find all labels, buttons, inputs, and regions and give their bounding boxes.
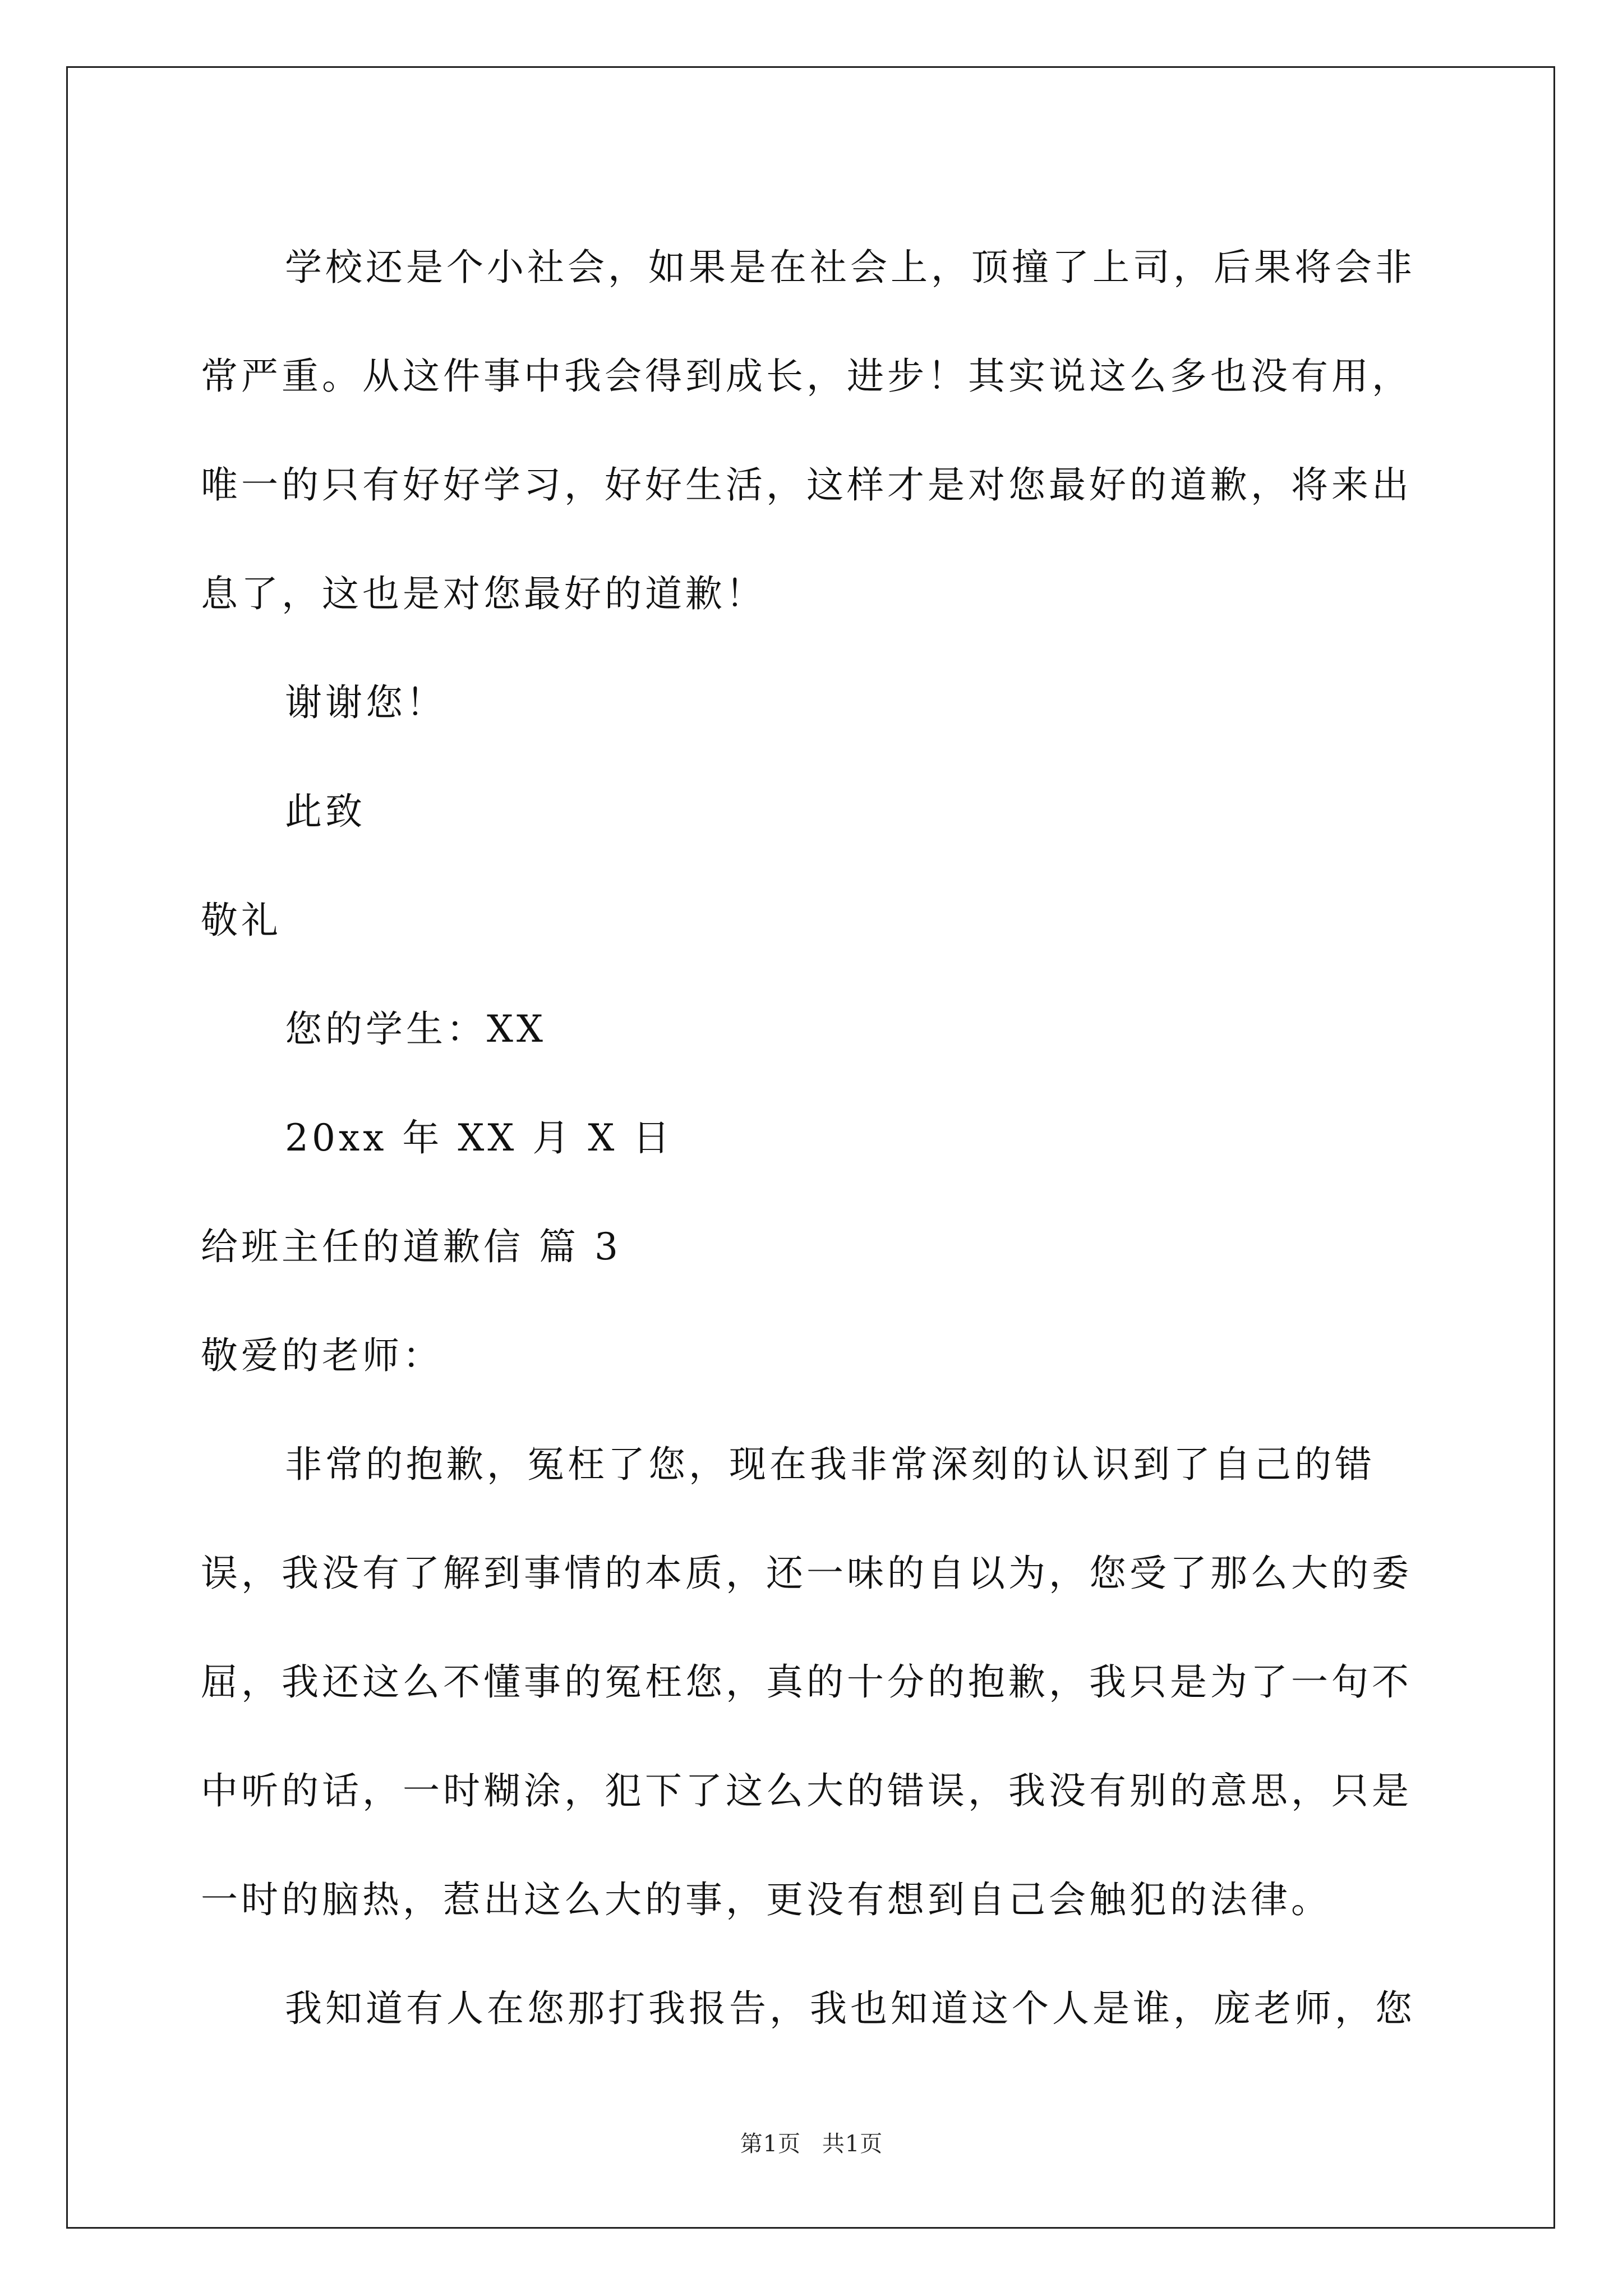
date-line: 20xx 年 XX 月 X 日 <box>285 1116 674 1159</box>
salutation-line: 敬礼 <box>201 899 282 942</box>
paragraph-2: 非常的抱歉，冤枉了您，现在我非常深刻的认识到了自己的错误，我没有了解到事情的本质，还一味的自以为，您受了那么大的委屈，我还这么不懂事的冤枉您，真的十分的抱歉，我只是为了一句不中听的话，一时糊涂，犯下了这么大的错误，我没有别的意思，只是一时的脑热，惹出这么大的事，更没有想到自己会触犯的法律。 <box>201 1443 1412 1921</box>
signature-line: 您的学生：XX <box>285 1007 546 1051</box>
page-footer <box>0 2126 1623 2158</box>
greeting-line: 敬爱的老师： <box>201 1334 443 1377</box>
page-current: 第1页 <box>740 2131 801 2157</box>
page-total: 共1页 <box>822 2131 883 2157</box>
thanks-line: 谢谢您！ <box>285 681 446 724</box>
document-body <box>201 213 1446 2063</box>
paragraph-3: 我知道有人在您那打我报告，我也知道这个人是谁，庞老师，您 <box>285 1987 1415 2030</box>
paragraph-1: 学校还是个小社会，如果是在社会上，顶撞了上司，后果将会非常严重。从这件事中我会得到成长，进步！其实说这么多也没有用，唯一的只有好好学习，好好生活，这样才是对您最好的道歉，将来出息了，这也是对您最好的道歉！ <box>201 246 1415 615</box>
section-heading: 给班主任的道歉信 篇 3 <box>201 1225 621 1268</box>
closing-line: 此致 <box>285 790 366 833</box>
